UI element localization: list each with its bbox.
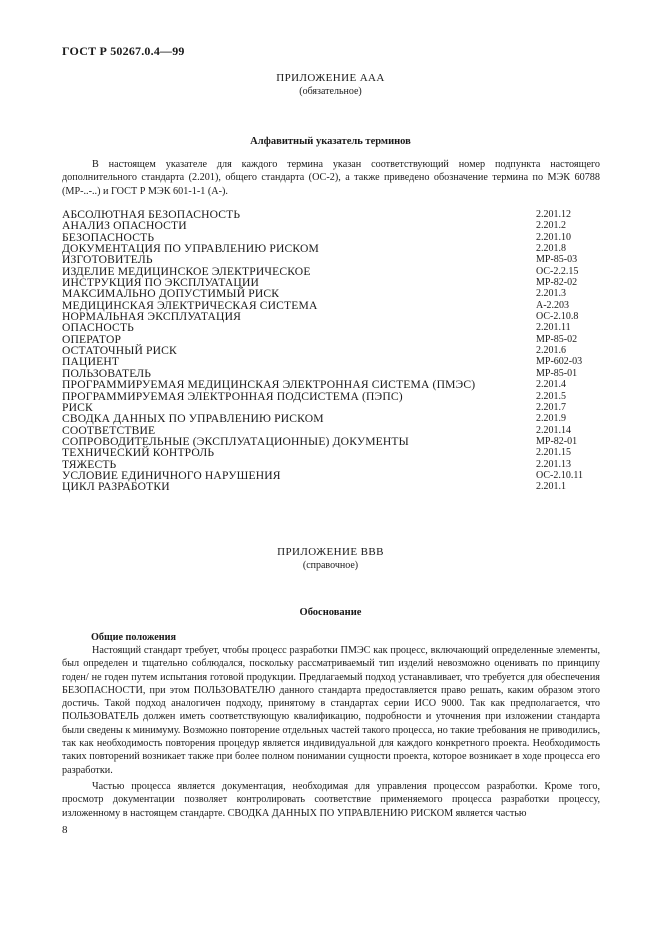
- term-name: ЦИКЛ РАЗРАБОТКИ: [62, 480, 170, 494]
- term-code: МР-85-01: [536, 367, 578, 379]
- term-name: ИНСТРУКЦИЯ ПО ЭКСПЛУАТАЦИИ: [62, 276, 259, 290]
- appendix-b-title: ПРИЛОЖЕНИЕ ВВВ: [277, 546, 384, 558]
- intro-paragraph: В настоящем указателе для каждого термина указан соответствующий номер подпункта настоящего дополнительного стандарта (2.201), общего стандарта (ОС-2), а также приведено обозначение термина по МЭК 60788 (МР-..-..) и ГОСТ Р МЭК 601-1-1 (А-).: [62, 159, 600, 197]
- term-name: МАКСИМАЛЬНО ДОПУСТИМЫЙ РИСК: [62, 287, 280, 301]
- term-code: 2.201.5: [536, 390, 566, 402]
- term-code: А-2.203: [536, 299, 570, 311]
- term-code: 2.201.12: [536, 209, 571, 220]
- term-name: ИЗГОТОВИТЕЛЬ: [62, 253, 153, 267]
- term-code: ОС-2.10.11: [536, 469, 583, 481]
- rationale-title: Обоснование: [299, 607, 362, 618]
- term-name: БЕЗОПАСНОСТЬ: [62, 230, 155, 244]
- term-name: АБСОЛЮТНАЯ БЕЗОПАСНОСТЬ: [62, 208, 241, 221]
- term-name: РИСК: [62, 400, 93, 414]
- term-row: [62, 345, 602, 356]
- term-row: [62, 379, 602, 390]
- term-name: СОПРОВОДИТЕЛЬНЫЕ (ЭКСПЛУАТАЦИОННЫЕ) ДОКУМЕНТЫ: [62, 434, 409, 448]
- index-title: Алфавитный указатель терминов: [250, 136, 411, 147]
- term-name: ТЯЖЕСТЬ: [62, 457, 117, 471]
- term-name: ПАЦИЕНТ: [62, 355, 120, 369]
- terms-list: [62, 209, 602, 493]
- term-name: МЕДИЦИНСКАЯ ЭЛЕКТРИЧЕСКАЯ СИСТЕМА: [62, 298, 318, 312]
- term-code: 2.201.7: [536, 401, 566, 413]
- page-number: 8: [62, 824, 68, 836]
- term-name: ПРОГРАММИРУЕМАЯ ЭЛЕКТРОННАЯ ПОДСИСТЕМА (ПЭПС): [62, 389, 403, 403]
- term-name: ОПАСНОСТЬ: [62, 321, 134, 335]
- term-name: ОПЕРАТОР: [62, 332, 122, 346]
- term-name: НОРМАЛЬНАЯ ЭКСПЛУАТАЦИЯ: [62, 310, 241, 324]
- term-code: ОС-2.2.15: [536, 265, 579, 277]
- term-code: 2.201.3: [536, 288, 566, 300]
- term-code: МР-85-03: [536, 254, 578, 266]
- appendix-a-title: ПРИЛОЖЕНИЕ ААА: [276, 72, 385, 84]
- term-name: ДОКУМЕНТАЦИЯ ПО УПРАВЛЕНИЮ РИСКОМ: [62, 242, 319, 256]
- term-name: АНАЛИЗ ОПАСНОСТИ: [62, 219, 187, 233]
- term-row: [62, 391, 602, 402]
- term-name: УСЛОВИЕ ЕДИНИЧНОГО НАРУШЕНИЯ: [62, 468, 281, 482]
- term-row: [62, 481, 602, 492]
- term-code: ОС-2.10.8: [536, 311, 579, 323]
- term-code: МР-602-03: [536, 356, 583, 368]
- term-code: МР-82-01: [536, 435, 578, 447]
- paragraph-1: Настоящий стандарт требует, чтобы процесс разработки ПМЭС как процесс, включающий определенные элементы, был определен и тщательно соблюдался, поскольку рассматриваемый тип изделий невозможно оценивать по принципу годен/ не годен путем испытания готовой продукции. Предлагаемый подход устанавливает, что требуется для обеспечения БЕЗОПАСНОСТИ, при этом ПОЛЬЗОВАТЕЛЮ данного стандарта предоставляется право решать, каким образом этого достичь. Такой подход аналогичен подходу, принятому в стандартах серии ИСО 9000. Так как предполагается, что ПОЛЬЗОВАТЕЛЬ должен иметь соответствующую квалификацию, подробности и уточнения при изложении стандарта были сведены к минимуму. Возможно повторение отдельных частей такого процесса, но такие требования не приводились, так как необходимость повторения процедур является индивидуальной для каждого конкретного проекта. Необходимость таких повторений возникает также при более полном понимании сущности проекта, которое возникает в ходе процесса его разработки.: [62, 645, 600, 776]
- term-code: 2.201.10: [536, 231, 571, 243]
- term-name: ПОЛЬЗОВАТЕЛЬ: [62, 366, 152, 380]
- term-code: 2.201.4: [536, 379, 566, 391]
- term-code: 2.201.6: [536, 345, 566, 357]
- term-name: СВОДКА ДАННЫХ ПО УПРАВЛЕНИЮ РИСКОМ: [62, 412, 324, 426]
- term-code: МР-85-02: [536, 333, 578, 345]
- term-row: [62, 413, 602, 424]
- term-name: ТЕХНИЧЕСКИЙ КОНТРОЛЬ: [62, 446, 215, 460]
- term-code: 2.201.13: [536, 458, 571, 470]
- term-code: 2.201.11: [536, 322, 571, 334]
- appendix-a-status: (обязательное): [299, 86, 362, 97]
- term-code: 2.201.1: [536, 481, 566, 493]
- appendix-b-status: (справочное): [302, 560, 359, 571]
- term-name: ОСТАТОЧНЫЙ РИСК: [62, 344, 177, 358]
- term-code: МР-82-02: [536, 277, 578, 289]
- term-code: 2.201.14: [536, 424, 571, 436]
- term-row: [62, 447, 602, 458]
- term-name: ИЗДЕЛИЕ МЕДИЦИНСКОЕ ЭЛЕКТРИЧЕСКОЕ: [62, 264, 311, 278]
- term-code: 2.201.15: [536, 447, 571, 459]
- term-row: [62, 311, 602, 322]
- term-code: 2.201.8: [536, 243, 566, 255]
- term-code: 2.201.2: [536, 220, 566, 232]
- paragraph-2: Частью процесса является документация, необходимая для управления процессом разработки. Кроме того, просмотр документации позволяет контролировать соответствие применяемого процесса разработки процессу, изложенному в настоящем стандарте. СВОДКА ДАННЫХ ПО УПРАВЛЕНИЮ РИСКОМ является частью: [62, 781, 600, 819]
- term-code: 2.201.9: [536, 413, 566, 425]
- term-name: СООТВЕТСТВИЕ: [62, 423, 156, 437]
- term-row: [62, 322, 602, 333]
- standard-header: ГОСТ Р 50267.0.4—99: [62, 44, 185, 58]
- term-name: ПРОГРАММИРУЕМАЯ МЕДИЦИНСКАЯ ЭЛЕКТРОННАЯ СИСТЕМА (ПМЭС): [62, 378, 476, 392]
- term-row: [62, 220, 602, 231]
- general-provisions-heading: Общие положения: [91, 632, 176, 643]
